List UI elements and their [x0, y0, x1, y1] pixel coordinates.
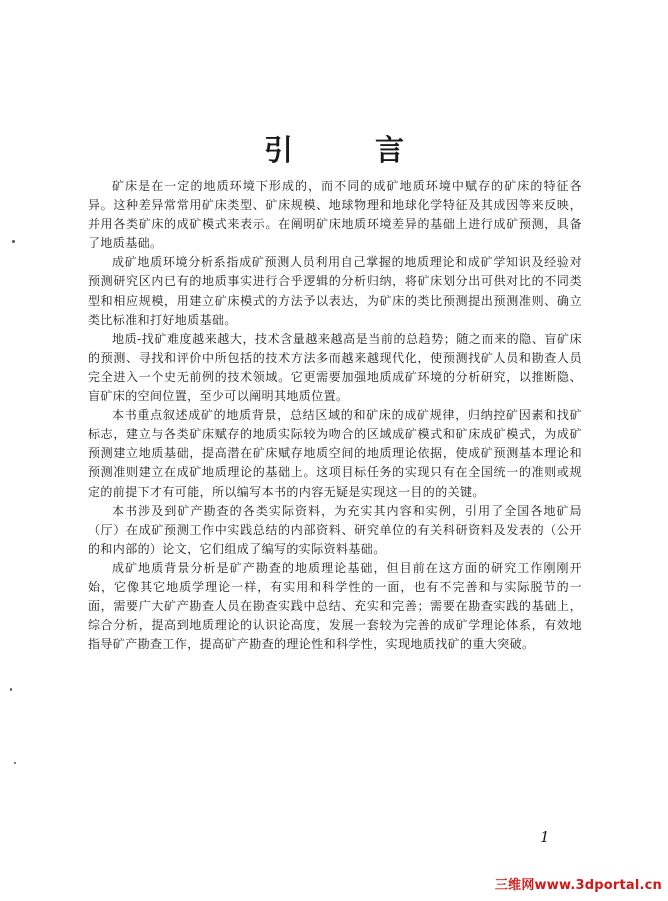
- paragraph-3: 地质-找矿难度越来越大，技术含量越来越高是当前的总趋势；随之而来的隐、盲矿床的预测、寻找和评价中所包括的技术方法多而越来越现代化，使预测找矿人员和勘查人员完全进入一个史无前例的技术领域。它更需要加强地质成矿环境的分析研究，以推断隐、盲矿床的空间位置，至少可以阐明其地质位置。: [88, 331, 582, 404]
- page-title: 引 言: [263, 133, 441, 167]
- paragraph-6: 成矿地质背景分析是矿产勘查的地质理论基础，但目前在这方面的研究工作刚刚开始，它像其它地质学理论一样，有实用和科学性的一面，也有不完善和与实际脱节的一面，需要广大矿产勘查人员在勘查实践中总结、充实和完善；需要在勘查实践的基础上，综合分析，提高到地质理论的认识论高度，发展一套较为完善的成矿学理论体系，有效地指导矿产勘查工作，提高矿产勘查的理论性和科学性，实现地质找矿的重大突破。: [88, 560, 582, 652]
- scan-speck: [12, 240, 15, 243]
- body-text: [88, 177, 582, 654]
- paragraph-4: 本书重点叙述成矿的地质背景，总结区域的和矿床的成矿规律，归纳控矿因素和找矿标志，建立与各类矿床赋存的地质实际较为吻合的区域成矿模式和矿床成矿模式，为成矿预测建立地质基础，提高潜在矿床赋存地质空间的地质理论依据，使成矿预测基本理论和预测准则建立在成矿地质理论的基础上。这项目标任务的实现只有在全国统一的准则或规定的前提下才有可能，所以编写本书的内容无疑是实现这一目的的关键。: [88, 408, 582, 499]
- watermark: 三维网www.3dportal.cn: [494, 878, 662, 893]
- scan-speck: [14, 762, 16, 764]
- page-number: 1: [540, 828, 550, 846]
- paragraph-1: 矿床是在一定的地质环境下形成的，而不同的成矿地质环境中赋存的矿床的特征各异。这种差异常常用矿床类型、矿床规模、地球物理和地球化学特征及其成因等来反映，并用各类矿床的成矿模式来表示。在阐明矿床地质环境差异的基础上进行成矿预测，具备了地质基础。: [88, 179, 582, 251]
- scan-speck: [10, 688, 12, 691]
- paragraph-5: 本书涉及到矿产勘查的各类实际资料，为充实其内容和实例，引用了全国各地矿局（厅）在成矿预测工作中实践总结的内部资料、研究单位的有关科研资料及发表的（公开的和内部的）论文，它们组成了编写的实际资料基础。: [88, 503, 582, 556]
- paragraph-2: 成矿地质环境分析系指成矿预测人员利用自己掌握的地质理论和成矿学知识及经验对预测研究区内已有的地质事实进行合乎逻辑的分析归纳，将矿床划分出可供对比的不同类型和相应规模，用建立矿床模式的方法予以表达，为矿床的类比预测提出预测准则、确立类比标准和打好地质基础。: [88, 255, 582, 327]
